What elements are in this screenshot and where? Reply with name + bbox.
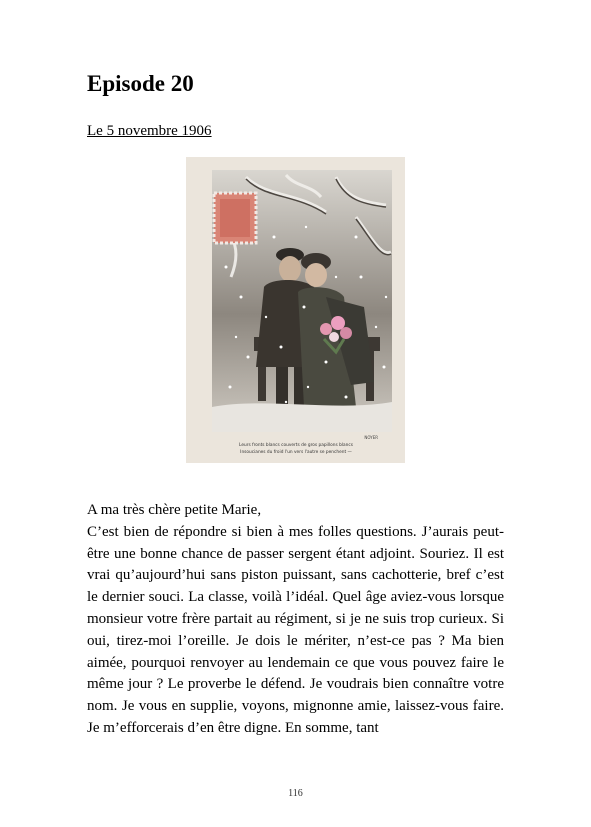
postcard-caption-line1: Leurs fronts blancs couverts de gros papillons blancs [239, 443, 353, 448]
letter-paragraph: C’est bien de répondre si bien à mes folles questions. J’aurais peut-être une bonne chance de passer sergent étant adjoint. Souriez. Il est vrai qu’aujourd’hui sans piston puissant, sans cachotterie, bref c’est le dernier souci. La classe, voilà l’idéal. Quel âge aviez-vous lorsque monsieur votre frère partait au régiment, si je ne suis trop curieux. Si oui, tirez-moi l’oreille. Je dois le mériter, n’est-ce pas ? Ma bien aimée, pourquoi renvoyer au lendemain ce que vous pouvez faire le même jour ? Le proverbe le défend. Je voudrais bien connaître votre nom. Je vous en supplie, voyons, mignonne amie, laissez-vous faire. Je m’efforcerais d’en être digne. En somme, tant [87, 523, 504, 736]
postcard-illustration [186, 157, 405, 463]
publisher-mark: NOYER [364, 435, 378, 440]
postcard-caption-line2: Insoucianes du froid l'un vers l'autre se penchent — [240, 450, 352, 455]
letter-greeting: A ma très chère petite Marie, [87, 502, 262, 518]
letter-body [87, 500, 504, 740]
vintage-postcard-image [186, 157, 405, 463]
episode-title: Episode 20 [87, 71, 194, 96]
letter-date: Le 5 novembre 1906 [87, 123, 212, 139]
page-number: 116 [288, 788, 303, 799]
